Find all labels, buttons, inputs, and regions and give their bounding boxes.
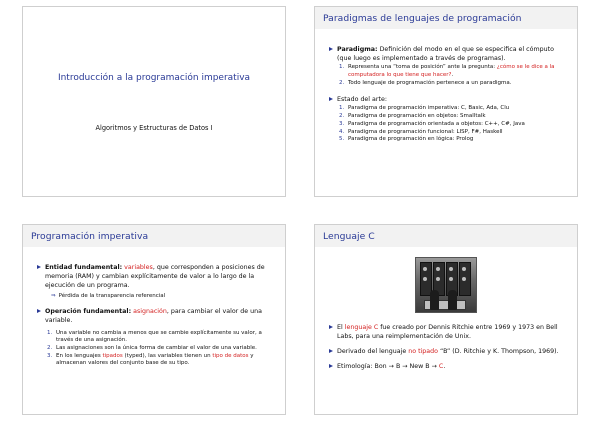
bullet-text: , que corresponden a posiciones de memoria (RAM) y cambian explícitamente de valor a lo largo de la ejecución de un programa.: [45, 264, 265, 290]
list-item: [339, 64, 567, 79]
item-number: 4.: [339, 128, 345, 135]
bullet-creacion: [325, 323, 567, 341]
list-item: [339, 80, 567, 88]
frame-title: Lenguaje C: [315, 225, 577, 247]
bullet-paradigma: [325, 45, 567, 63]
item-text-end: y almacenan valores del conjunto base de su tipo.: [56, 352, 254, 367]
bullet-text: El: [337, 324, 345, 331]
slide-programacion-imperativa: [22, 224, 286, 415]
implication-text: Pérdida de la transparencia referencial: [58, 293, 166, 300]
bullet-text: Estado del arte:: [337, 96, 387, 104]
item-text-mid: (typed), las variables tienen un: [122, 352, 213, 359]
highlight-text: tipados: [102, 352, 123, 359]
item-number: 1.: [339, 64, 345, 71]
bullet-etimologia: [325, 362, 567, 371]
bullet-derivado: [325, 347, 567, 356]
item-text: Paradigma de programación funcional: LISP, F#, Haskell: [348, 128, 503, 135]
item-text: En los lenguajes: [56, 352, 103, 359]
definition-text: Definición del modo en el que se especifica el cómputo (que luego es implementado a través de programas).: [337, 46, 554, 63]
bullet-triangle-icon: [37, 309, 41, 313]
highlight-text: ¿cómo se le dice a la computadora lo que tiene que hacer?: [348, 64, 555, 78]
highlight-text: tipo de datos: [212, 352, 249, 359]
list-item: [339, 136, 567, 144]
list-item: [47, 330, 275, 345]
bullet-text: , para cambiar el valor de una variable.: [45, 308, 262, 325]
item-text: Las asignaciones son la única forma de cambiar el valor de una variable.: [56, 344, 257, 351]
bullet-operacion: [33, 307, 275, 325]
item-number: 1.: [339, 105, 345, 112]
item-text: Todo lenguaje de programación pertenece a un paradigma.: [348, 79, 512, 86]
item-text: Una variable no cambia a menos que se cambie explícitamente su valor, a través de una asignación.: [56, 329, 262, 344]
item-number: 2.: [339, 79, 345, 86]
highlight-text: no tipado: [408, 348, 438, 356]
slide-title: [22, 6, 286, 197]
item-text: Representa una “toma de posición” ante la pregunta:: [348, 64, 497, 71]
bullet-estado-arte: [325, 95, 567, 104]
implication-line: [33, 293, 275, 301]
paradigma-list: [325, 64, 567, 87]
list-item: [47, 353, 275, 368]
estado-arte-list: [325, 105, 567, 143]
slide-paradigmas: [314, 6, 578, 197]
highlight-text: lenguaje C: [344, 324, 379, 331]
highlight-text: asignación: [133, 308, 167, 316]
list-item: [339, 105, 567, 113]
bullet-triangle-icon: [37, 265, 41, 269]
presentation-subtitle: Algoritmos y Estructuras de Datos I: [95, 124, 213, 132]
highlight-text: C: [438, 363, 444, 371]
bullet-triangle-icon: [329, 364, 333, 368]
item-text: Paradigma de programación en lógica: Prolog: [348, 136, 474, 143]
frame-title: Programación imperativa: [23, 225, 285, 247]
frame-title: Paradigmas de lenguajes de programación: [315, 7, 577, 29]
slide-lenguaje-c: [314, 224, 578, 415]
item-number: 2.: [339, 113, 345, 120]
bullet-text-end: .: [443, 363, 446, 371]
term-label: Paradigma:: [337, 46, 378, 53]
item-text: Paradigma de programación orientada a objetos: C++, C#, Java: [348, 120, 525, 127]
bullet-triangle-icon: [329, 47, 333, 51]
item-number: 5.: [339, 136, 345, 143]
term-label: Entidad fundamental:: [45, 264, 123, 271]
item-number: 1.: [47, 329, 53, 336]
item-text-end: .: [451, 71, 454, 78]
presentation-title: Introducción a la programación imperativa: [57, 73, 251, 83]
item-text: Paradigma de programación imperativa: C, Basic, Ada, Clu: [348, 105, 510, 112]
item-number: 3.: [47, 352, 53, 359]
list-item: [339, 121, 567, 129]
bullet-triangle-icon: [329, 349, 333, 353]
item-number: 3.: [339, 120, 345, 127]
list-item: [47, 345, 275, 353]
computer-room-photo: [415, 257, 477, 313]
bullet-text: Etimología: Bon → B → New B →: [337, 363, 439, 371]
asignacion-list: [33, 330, 275, 368]
list-item: [339, 113, 567, 121]
bullet-triangle-icon: [329, 97, 333, 101]
bullet-triangle-icon: [329, 325, 333, 329]
bullet-entidad: [33, 263, 275, 290]
highlight-text: variables: [124, 264, 153, 271]
item-text: Paradigma de programación en objetos: Smalltalk: [348, 113, 486, 120]
term-label: Operación fundamental:: [45, 308, 132, 316]
bullet-text-end: “B” (D. Ritchie y K. Thompson, 1969).: [438, 348, 559, 356]
implies-arrow-icon: ⇒: [51, 293, 56, 300]
item-number: 2.: [47, 344, 53, 351]
bullet-text-end: fue creado por Dennis Ritchie entre 1969 y 1973 en Bell Labs, para una reimplementación de Unix.: [337, 324, 558, 341]
bullet-text: Derivado del lenguaje: [337, 348, 409, 356]
